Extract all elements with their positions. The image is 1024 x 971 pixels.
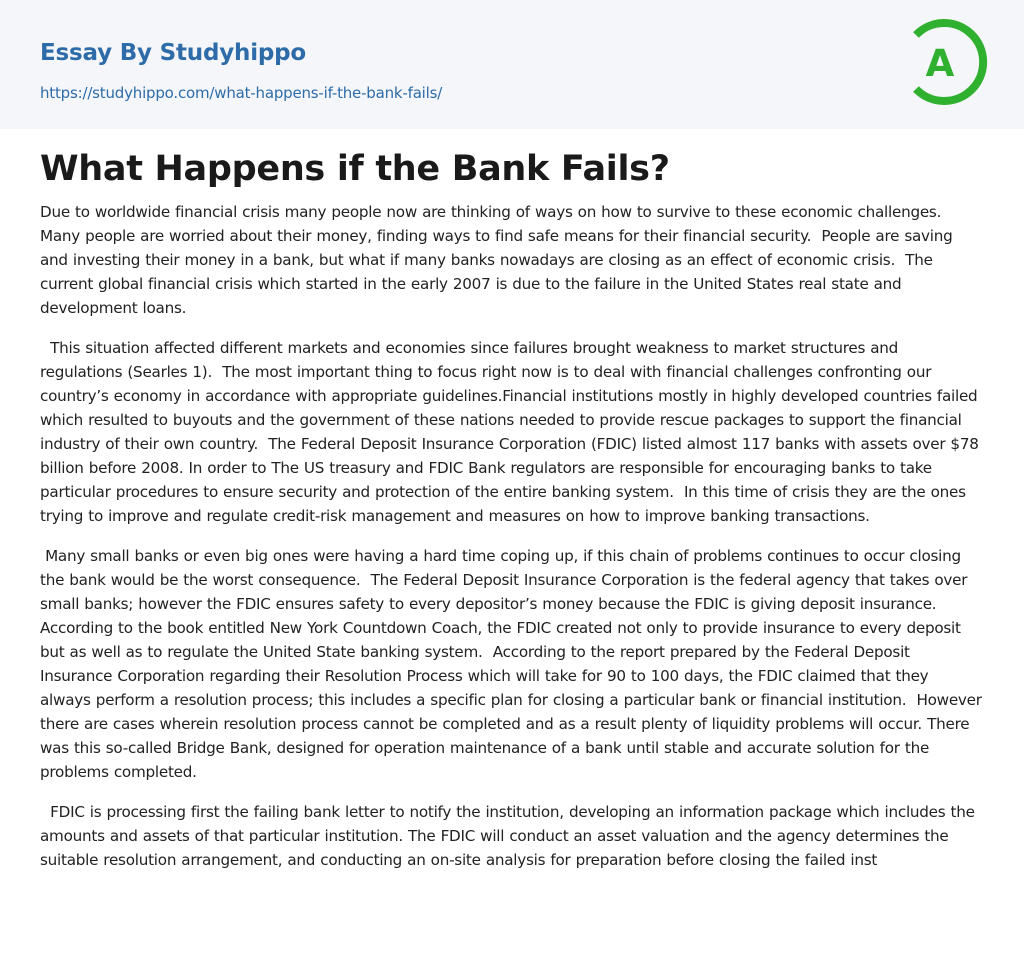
essay-paragraph: FDIC is processing first the failing bank letter to notify the institution, developing an information package which includes the amounts and assets of that particular institution. The FDIC will conduct an asset valuation and the agency determines the suitable resolution arrangement, and conducting an on-site analysis for preparation before closing the failed inst [40, 803, 980, 869]
brand-title: Essay By Studyhippo [40, 40, 307, 66]
source-url-link[interactable]: https://studyhippo.com/what-happens-if-the-bank-fails/ [40, 84, 443, 102]
essay-paragraph: Many small banks or even big ones were having a hard time coping up, if this chain of problems continues to occur closing the bank would be the worst consequence. The Federal Deposit Insurance Corporation is the federal agency that takes over small banks; however the FDIC ensures safety to every depositor’s money because the FDIC is giving deposit insurance. According to the book entitled New York Countdown Coach, the FDIC created not only to provide insurance to every deposit but as well as to regulate the United State banking system. According to the report prepared by the Federal Deposit Insurance Corporation regarding their Resolution Process which will take for 90 to 100 days, the FDIC claimed that they always perform a resolution process; this includes a specific plan for closing a particular bank or financial institution. However there are cases wherein resolution process cannot be completed and as a result plenty of liquidity problems will occur. There was this so-called Bridge Bank, designed for operation maintenance of a bank until stable and accurate solution for the problems completed. [40, 547, 987, 781]
studyhippo-logo-icon[interactable] [910, 19, 988, 107]
essay-paragraph: This situation affected different markets and economies since failures brought weakness to market structures and regulations (Searles 1). The most important thing to focus right now is to deal with financial challenges confronting our country’s economy in accordance with appropriate guidelines.Financial institutions mostly in highly developed countries failed which resulted to buyouts and the government of these nations needed to provide rescue packages to support the financial industry of their own country. The Federal Deposit Insurance Corporation (FDIC) listed almost 117 banks with assets over $78 billion before 2008. In order to The US treasury and FDIC Bank regulators are responsible for encouraging banks to take particular procedures to ensure security and protection of the entire banking system. In this time of crisis they are the ones trying to improve and regulate credit-risk management and measures on how to improve banking transactions. [40, 339, 984, 525]
site-header [0, 0, 1024, 129]
logo-letter: A [925, 42, 955, 85]
essay-body [0, 129, 1024, 872]
essay-paragraph: Due to worldwide financial crisis many people now are thinking of ways on how to survive to these economic challenges. Many people are worried about their money, finding ways to find safe means for their financial security. People are saving and investing their money in a bank, but what if many banks nowadays are closing as an effect of economic crisis. The current global financial crisis which started in the early 2007 is due to the failure in the United States real state and development loans. [40, 203, 958, 317]
essay-title: What Happens if the Bank Fails? [40, 149, 670, 189]
